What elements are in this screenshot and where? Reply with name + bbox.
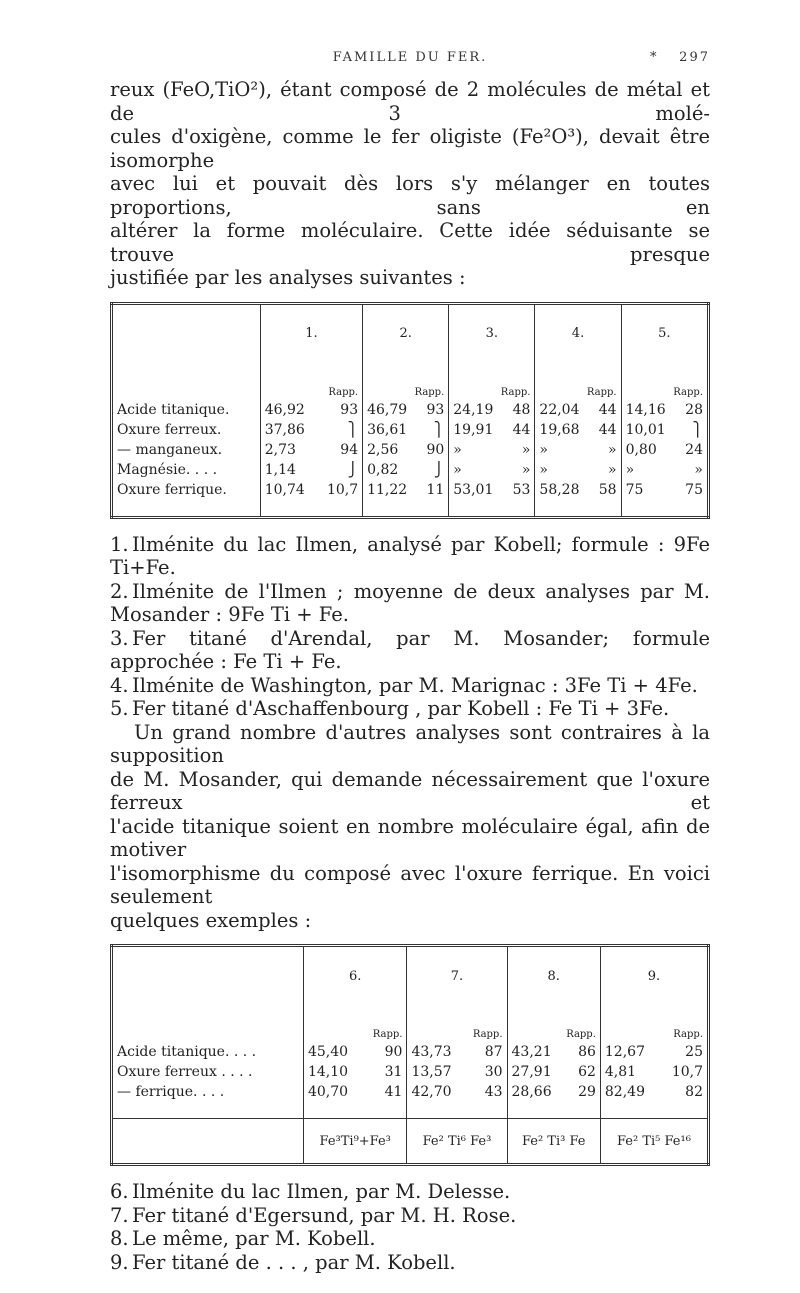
cell-pair bbox=[605, 1064, 703, 1080]
weight-value: 27,91 bbox=[511, 1064, 552, 1080]
table-cell bbox=[449, 399, 535, 419]
ratio-value: 94 bbox=[340, 441, 359, 458]
formula-cell: Fe² Ti⁵ Fe¹⁶ bbox=[600, 1119, 708, 1165]
ratio-value: 11 bbox=[426, 481, 445, 498]
column-header: 3. bbox=[449, 303, 535, 363]
weight-value: 14,16 bbox=[625, 401, 666, 418]
cell-pair bbox=[367, 482, 444, 498]
rapp-label: Rapp. bbox=[363, 363, 449, 399]
page bbox=[110, 50, 710, 1274]
column-header-row bbox=[112, 303, 709, 363]
cell-pair bbox=[453, 422, 530, 438]
column-header: 8. bbox=[507, 946, 600, 1006]
weight-value: 4,81 bbox=[604, 1064, 637, 1080]
ratio-value: 93 bbox=[340, 401, 359, 418]
rapp-row bbox=[112, 1005, 709, 1041]
ratio-value: » bbox=[521, 461, 531, 478]
weight-value: 0,82 bbox=[367, 461, 399, 478]
column-header: 6. bbox=[303, 946, 406, 1006]
cell-pair bbox=[605, 1084, 703, 1100]
ratio-value: 43 bbox=[484, 1084, 503, 1100]
cell-pair bbox=[265, 422, 358, 438]
rapp-label: Rapp. bbox=[449, 363, 535, 399]
weight-value: » bbox=[453, 461, 462, 478]
formula-cell: Fe² Ti³ Fe bbox=[507, 1119, 600, 1165]
ratio-value: » bbox=[608, 461, 617, 478]
text-line: avec lui et pouvait dès lors s'y mélanger en toutes proportions, sans en bbox=[110, 172, 710, 219]
note-number: 5. bbox=[110, 697, 129, 720]
note-number: 9. bbox=[110, 1250, 129, 1274]
weight-value: 75 bbox=[625, 481, 644, 498]
ratio-value: » bbox=[521, 441, 531, 458]
table-cell bbox=[363, 419, 449, 439]
note-number: 3. bbox=[110, 626, 129, 650]
notes-list-2 bbox=[110, 1180, 710, 1274]
table-cell bbox=[407, 1081, 507, 1119]
table-cell bbox=[600, 1081, 708, 1119]
column-header: 4. bbox=[535, 303, 621, 363]
table-row bbox=[112, 439, 709, 459]
cell-pair bbox=[539, 462, 616, 478]
weight-value: 14,10 bbox=[307, 1064, 349, 1080]
weight-value: 43,73 bbox=[411, 1044, 452, 1060]
ratio-value: ⎭ bbox=[433, 461, 445, 478]
note-number: 2. bbox=[110, 579, 129, 603]
table-cell bbox=[260, 479, 362, 518]
cell-pair bbox=[539, 402, 616, 418]
row-label: Acide titanique. bbox=[117, 401, 230, 418]
ratio-value: 62 bbox=[578, 1064, 596, 1080]
cell-pair bbox=[308, 1064, 402, 1080]
text-line: l'isomorphisme du composé avec l'oxure ferrique. En voici seulement bbox=[110, 861, 710, 908]
table-cell bbox=[407, 1061, 507, 1081]
weight-value: 37,86 bbox=[264, 421, 305, 438]
table-cell bbox=[407, 1041, 507, 1061]
text-line: quelques exemples : bbox=[110, 908, 312, 932]
cell-pair bbox=[512, 1084, 596, 1100]
table-cell bbox=[260, 459, 362, 479]
table-cell bbox=[621, 459, 708, 479]
weight-value: 22,04 bbox=[539, 401, 580, 418]
weight-value: 42,70 bbox=[411, 1084, 452, 1100]
ratio-value: 31 bbox=[384, 1064, 403, 1080]
cell-pair bbox=[626, 402, 703, 418]
cell-pair bbox=[539, 482, 616, 498]
cell-pair bbox=[265, 442, 358, 458]
analyses-table-1 bbox=[110, 302, 710, 519]
weight-value: 10,01 bbox=[625, 421, 666, 438]
ratio-value: 75 bbox=[685, 481, 703, 498]
table-cell bbox=[621, 479, 708, 518]
ratio-value: 58 bbox=[598, 481, 617, 498]
note-number: 6. bbox=[110, 1180, 129, 1203]
column-header: 5. bbox=[621, 303, 708, 363]
ratio-value: 86 bbox=[578, 1044, 596, 1060]
table-cell bbox=[535, 419, 621, 439]
note-item bbox=[110, 674, 710, 698]
rapp-label: Rapp. bbox=[507, 1005, 600, 1041]
ratio-value: 10,7 bbox=[326, 481, 359, 498]
row-label: Oxure ferrique. bbox=[117, 481, 227, 498]
cell-pair bbox=[626, 462, 703, 478]
cell-pair bbox=[411, 1044, 502, 1060]
note-number: 7. bbox=[110, 1203, 129, 1227]
middle-paragraph bbox=[110, 721, 710, 933]
table-cell bbox=[535, 399, 621, 419]
table-row bbox=[112, 399, 709, 419]
weight-value: 11,22 bbox=[367, 481, 408, 498]
weight-value: 0,80 bbox=[625, 441, 657, 458]
weight-value: 2,73 bbox=[264, 441, 296, 458]
note-item bbox=[110, 627, 710, 674]
row-label: Acide titanique. . . . bbox=[117, 1044, 257, 1060]
cell-pair bbox=[367, 462, 444, 478]
note-text: Ilménite de l'Ilmen ; moyenne de deux analyses par M. Mosander : 9Fe Ti + Fe. bbox=[110, 579, 710, 626]
cell-pair bbox=[512, 1044, 596, 1060]
note-item bbox=[110, 697, 710, 721]
table-cell bbox=[363, 399, 449, 419]
row-label: — manganeux. bbox=[117, 441, 223, 458]
rapp-label: Rapp. bbox=[535, 363, 621, 399]
rapp-label: Rapp. bbox=[621, 363, 708, 399]
cell-pair bbox=[453, 482, 530, 498]
table-row bbox=[112, 479, 709, 518]
weight-value: 2,56 bbox=[367, 441, 399, 458]
cell-pair bbox=[605, 1044, 703, 1060]
cell-pair bbox=[308, 1044, 402, 1060]
cell-pair bbox=[411, 1084, 502, 1100]
header-mark: * bbox=[650, 50, 659, 65]
ratio-value: 90 bbox=[384, 1044, 403, 1060]
table-cell bbox=[303, 1061, 406, 1081]
row-label: Oxure ferreux. bbox=[117, 421, 222, 438]
table-cell bbox=[363, 459, 449, 479]
table-cell bbox=[600, 1041, 708, 1061]
table-cell bbox=[507, 1081, 600, 1119]
rapp-label: Rapp. bbox=[407, 1005, 507, 1041]
weight-value: » bbox=[539, 441, 548, 458]
note-item bbox=[110, 580, 710, 627]
weight-value: » bbox=[539, 461, 548, 478]
note-item bbox=[110, 1251, 710, 1275]
ratio-value: 82 bbox=[685, 1084, 703, 1100]
weight-value: 24,19 bbox=[453, 401, 494, 418]
text-line: de M. Mosander, qui demande nécessairement que l'oxure ferreux et bbox=[110, 767, 710, 814]
cell-pair bbox=[626, 482, 703, 498]
notes-list-1 bbox=[110, 533, 710, 721]
weight-value: 36,61 bbox=[367, 421, 408, 438]
rapp-label: Rapp. bbox=[260, 363, 362, 399]
weight-value: 19,91 bbox=[453, 421, 494, 438]
table-cell bbox=[449, 439, 535, 459]
formula-cell: Fe² Ti⁶ Fe³ bbox=[407, 1119, 507, 1165]
note-item bbox=[110, 1227, 710, 1251]
blank-cell bbox=[112, 303, 261, 363]
ratio-value: ⎫ bbox=[433, 421, 445, 438]
weight-value: 53,01 bbox=[453, 481, 494, 498]
cell-pair bbox=[308, 1084, 402, 1100]
ratio-value: 24 bbox=[685, 441, 703, 458]
note-text: Fer titané de . . . , par M. Kobell. bbox=[132, 1250, 456, 1274]
rapp-label: Rapp. bbox=[303, 1005, 406, 1041]
blank-cell bbox=[112, 363, 261, 399]
table-cell bbox=[303, 1081, 406, 1119]
ratio-value: ⎫ bbox=[692, 421, 703, 438]
ratio-value: 90 bbox=[426, 441, 445, 458]
text-line: reux (FeO,TiO²), étant composé de 2 molécules de métal et de 3 molé- bbox=[110, 78, 710, 125]
table-cell bbox=[600, 1061, 708, 1081]
weight-value: 82,49 bbox=[604, 1084, 645, 1100]
weight-value: » bbox=[625, 461, 635, 478]
weight-value: 12,67 bbox=[604, 1044, 645, 1060]
table-cell bbox=[507, 1061, 600, 1081]
ratio-value: 25 bbox=[685, 1044, 703, 1060]
ratio-value: 53 bbox=[512, 481, 531, 498]
table-cell bbox=[449, 419, 535, 439]
cell-pair bbox=[539, 442, 616, 458]
ratio-value: ⎭ bbox=[347, 461, 359, 478]
blank-cell bbox=[112, 1005, 304, 1041]
cell-pair bbox=[626, 442, 703, 458]
table-cell bbox=[303, 1041, 406, 1061]
note-text: Ilménite de Washington, par M. Marignac : 3Fe Ti + 4Fe. bbox=[132, 673, 698, 697]
weight-value: 45,40 bbox=[307, 1044, 349, 1060]
cell-pair bbox=[367, 422, 444, 438]
note-number: 8. bbox=[110, 1227, 129, 1250]
formula-row bbox=[112, 1119, 709, 1165]
table-cell bbox=[535, 439, 621, 459]
weight-value: 1,14 bbox=[264, 461, 296, 478]
intro-paragraph bbox=[110, 78, 710, 290]
table-cell bbox=[621, 439, 708, 459]
column-header-row bbox=[112, 946, 709, 1006]
table-cell bbox=[260, 419, 362, 439]
table-row bbox=[112, 1081, 709, 1119]
cell-pair bbox=[265, 482, 358, 498]
weight-value: 46,92 bbox=[264, 401, 305, 418]
weight-value: » bbox=[453, 441, 462, 458]
weight-value: 43,21 bbox=[511, 1044, 552, 1060]
cell-pair bbox=[453, 402, 530, 418]
row-label: — ferrique. . . . bbox=[117, 1084, 225, 1100]
row-label: Oxure ferreux . . . . bbox=[117, 1064, 253, 1080]
analyses-table-2 bbox=[110, 944, 710, 1166]
note-text: Fer titané d'Egersund, par M. H. Rose. bbox=[132, 1203, 517, 1227]
note-text: Fer titané d'Arendal, par M. Mosander; formule approchée : Fe Ti + Fe. bbox=[110, 626, 710, 673]
text-line: justifiée par les analyses suivantes : bbox=[110, 266, 466, 289]
note-text: Le même, par M. Kobell. bbox=[132, 1227, 376, 1250]
column-header: 1. bbox=[260, 303, 362, 363]
table-row bbox=[112, 1061, 709, 1081]
ratio-value: 93 bbox=[426, 401, 445, 418]
text-line: l'acide titanique soient en nombre moléculaire égal, afin de motiver bbox=[110, 814, 710, 861]
cell-pair bbox=[265, 462, 358, 478]
running-title: FAMILLE DU FER. bbox=[332, 50, 488, 65]
ratio-value: 41 bbox=[384, 1084, 403, 1100]
table-cell bbox=[363, 439, 449, 459]
ratio-value: 44 bbox=[598, 401, 617, 418]
weight-value: 46,79 bbox=[367, 401, 408, 418]
weight-value: 19,68 bbox=[539, 421, 580, 438]
ratio-value: 30 bbox=[484, 1064, 503, 1080]
table-row bbox=[112, 459, 709, 479]
note-text: Fer titané d'Aschaffenbourg , par Kobell : Fe Ti + 3Fe. bbox=[132, 697, 670, 720]
ratio-value: ⎫ bbox=[347, 421, 359, 438]
table-cell bbox=[260, 399, 362, 419]
cell-pair bbox=[512, 1064, 596, 1080]
note-text: Ilménite du lac Ilmen, analysé par Kobell; formule : 9Fe Ti+Fe. bbox=[110, 532, 710, 579]
ratio-value: 44 bbox=[512, 421, 531, 438]
note-number: 4. bbox=[110, 673, 129, 697]
ratio-value: 87 bbox=[484, 1044, 503, 1060]
note-item bbox=[110, 1204, 710, 1228]
note-text: Ilménite du lac Ilmen, par M. Delesse. bbox=[132, 1180, 511, 1203]
cell-pair bbox=[367, 402, 444, 418]
running-header bbox=[110, 50, 710, 78]
weight-value: 28,66 bbox=[511, 1084, 552, 1100]
ratio-value: 29 bbox=[578, 1084, 596, 1100]
table-cell bbox=[507, 1041, 600, 1061]
note-item bbox=[110, 533, 710, 580]
cell-pair bbox=[453, 462, 530, 478]
rapp-row bbox=[112, 363, 709, 399]
cell-pair bbox=[539, 422, 616, 438]
text-line: Un grand nombre d'autres analyses sont contraires à la supposition bbox=[110, 720, 710, 767]
ratio-value: » bbox=[694, 461, 703, 478]
table-cell bbox=[621, 399, 708, 419]
cell-pair bbox=[626, 422, 703, 438]
table-cell bbox=[449, 479, 535, 518]
rapp-label: Rapp. bbox=[600, 1005, 708, 1041]
ratio-value: 48 bbox=[512, 401, 531, 418]
table-cell bbox=[621, 419, 708, 439]
ratio-value: 28 bbox=[685, 401, 703, 418]
page-number: 297 bbox=[679, 50, 710, 65]
text-line: cules d'oxigène, comme le fer oligiste (Fe²O³), devait être isomorphe bbox=[110, 125, 710, 172]
table-row bbox=[112, 1041, 709, 1061]
table-cell bbox=[260, 439, 362, 459]
cell-pair bbox=[265, 402, 358, 418]
column-header: 9. bbox=[600, 946, 708, 1006]
cell-pair bbox=[367, 442, 444, 458]
table-row bbox=[112, 419, 709, 439]
table-cell bbox=[363, 479, 449, 518]
note-number: 1. bbox=[110, 532, 129, 556]
blank-cell bbox=[112, 1119, 304, 1165]
weight-value: 10,74 bbox=[264, 481, 305, 498]
cell-pair bbox=[411, 1064, 502, 1080]
formula-cell: Fe³Ti⁹+Fe³ bbox=[303, 1119, 406, 1165]
weight-value: 40,70 bbox=[307, 1084, 349, 1100]
column-header: 2. bbox=[363, 303, 449, 363]
weight-value: 58,28 bbox=[539, 481, 580, 498]
column-header: 7. bbox=[407, 946, 507, 1006]
table-cell bbox=[449, 459, 535, 479]
text-line: altérer la forme moléculaire. Cette idée séduisante se trouve presque bbox=[110, 219, 710, 266]
ratio-value: » bbox=[608, 441, 617, 458]
weight-value: 13,57 bbox=[411, 1064, 452, 1080]
note-item bbox=[110, 1180, 710, 1204]
blank-cell bbox=[112, 946, 304, 1006]
ratio-value: 10,7 bbox=[671, 1064, 703, 1080]
ratio-value: 44 bbox=[598, 421, 617, 438]
table-cell bbox=[535, 479, 621, 518]
table-cell bbox=[535, 459, 621, 479]
row-label: Magnésie. . . . bbox=[117, 461, 218, 478]
cell-pair bbox=[453, 442, 530, 458]
